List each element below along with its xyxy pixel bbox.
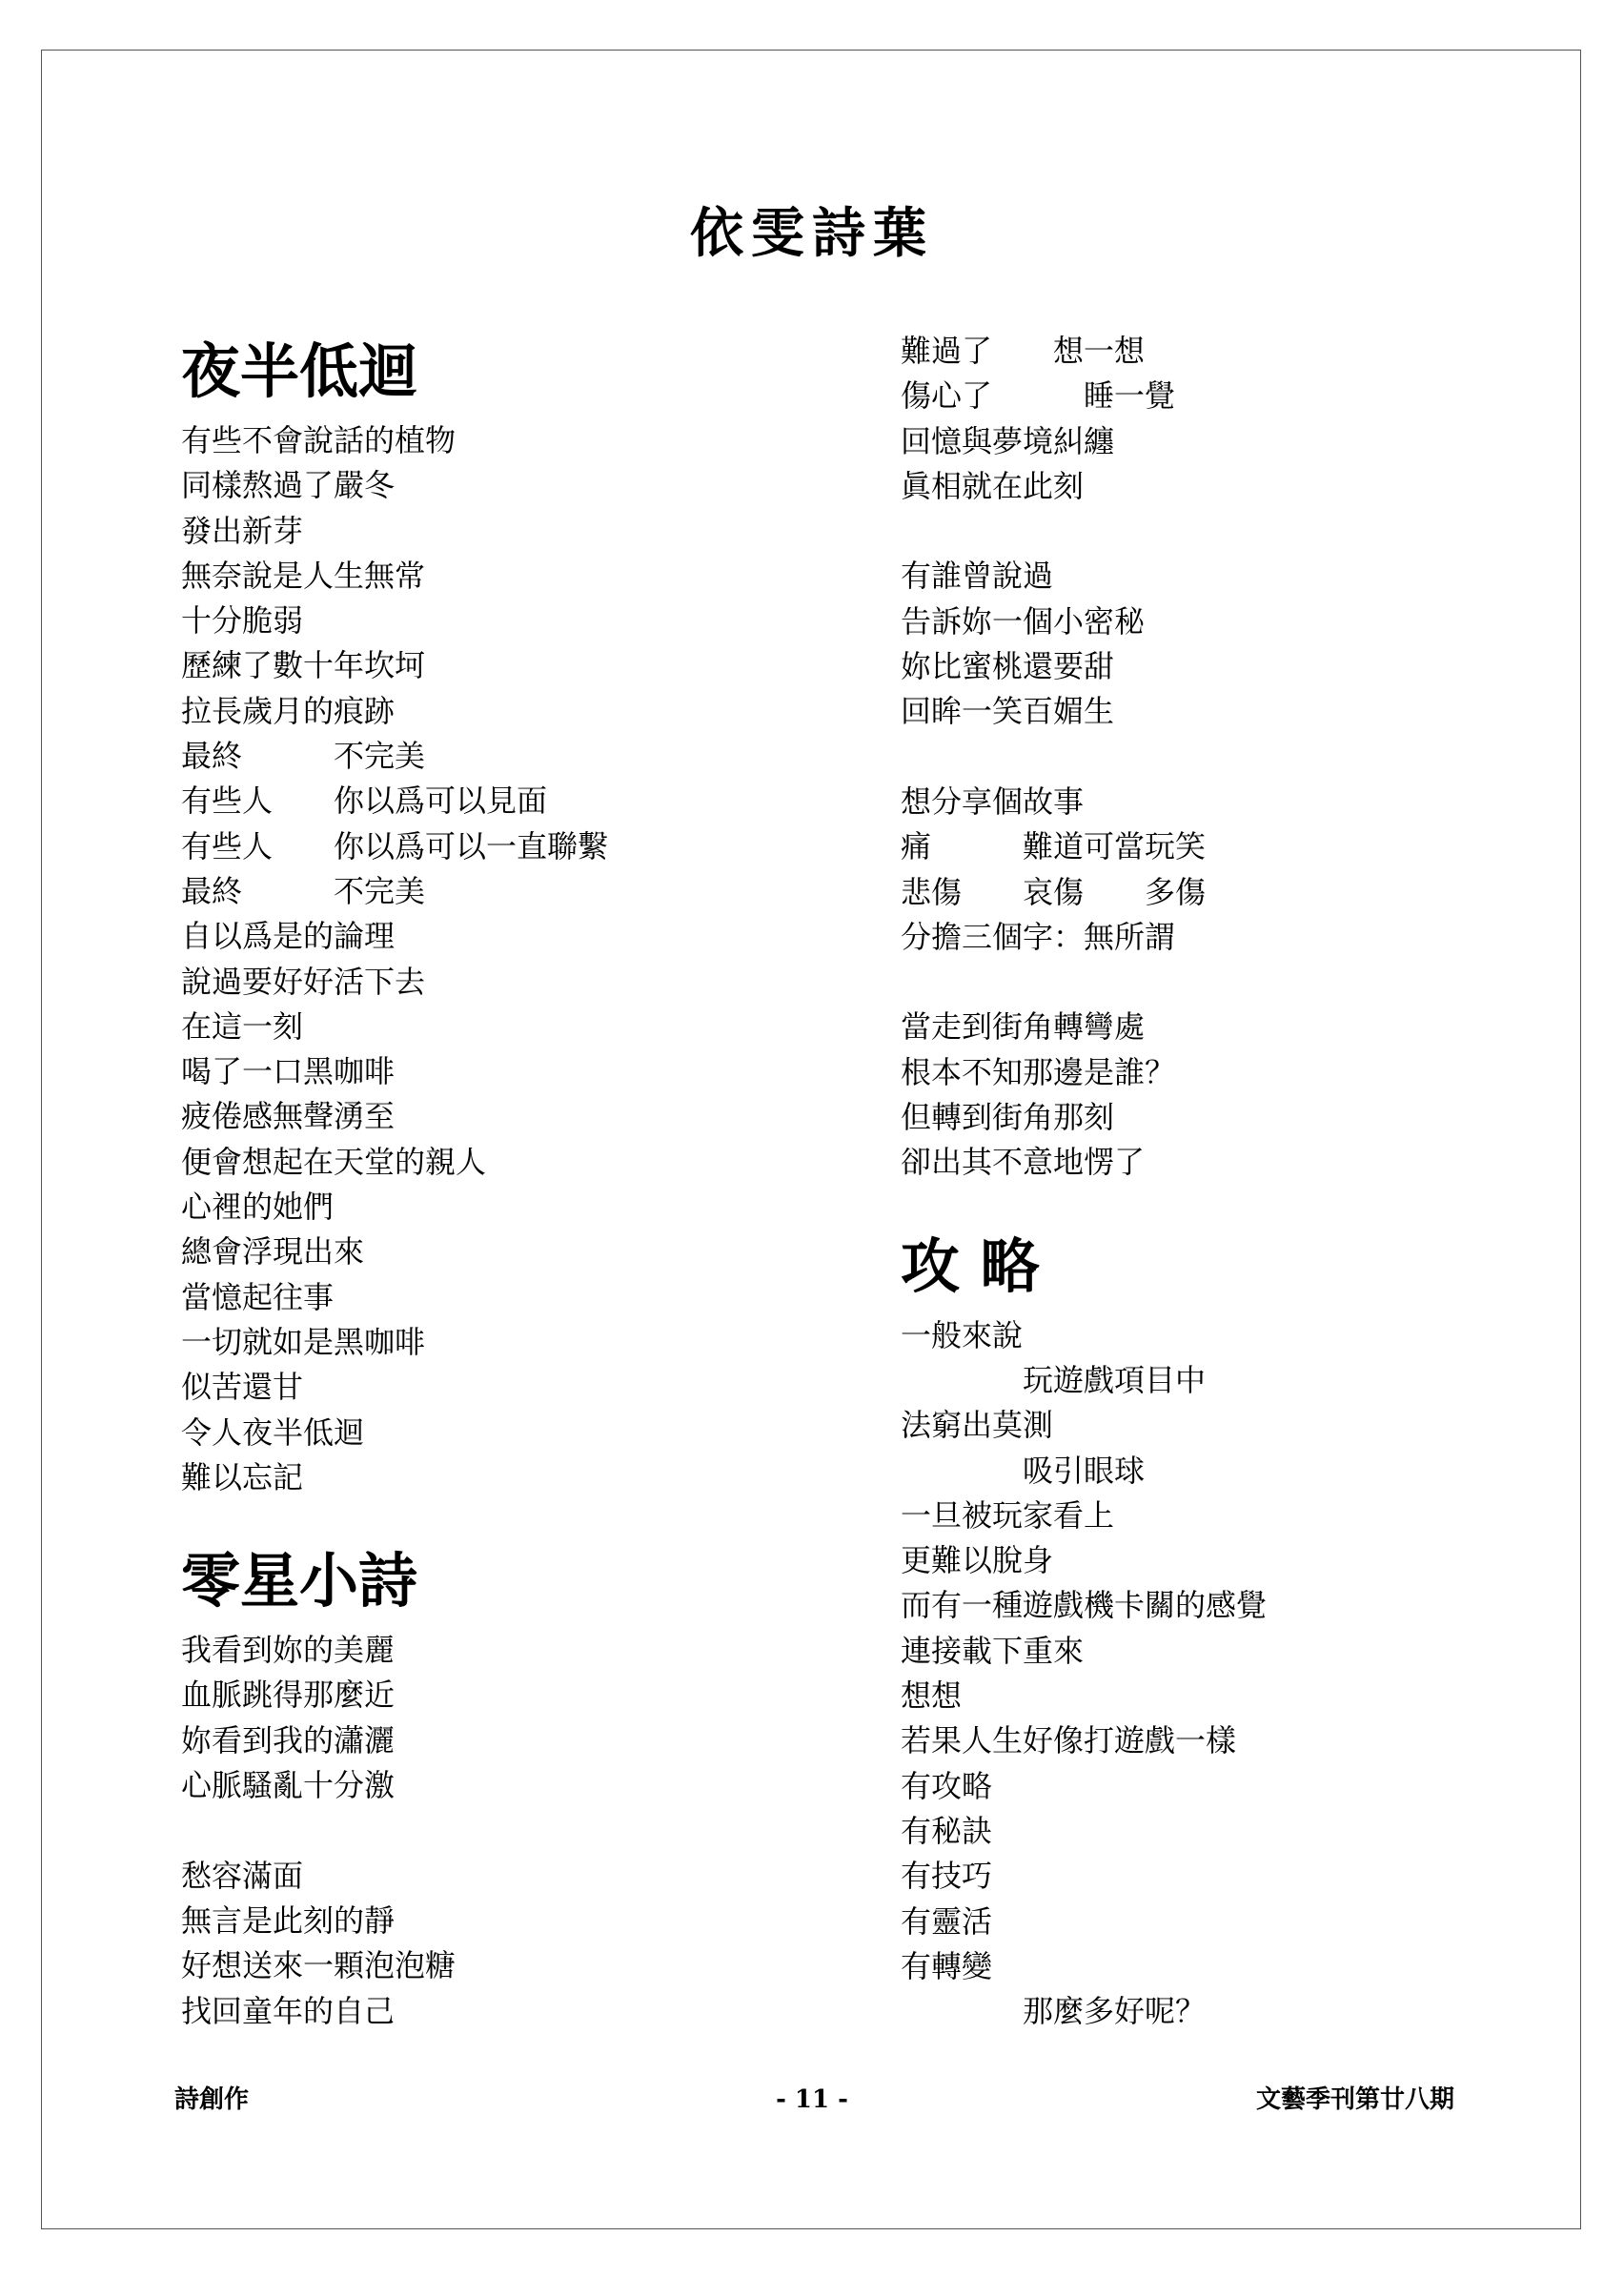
poem-line: 當走到街角轉彎處 xyxy=(901,1008,1146,1046)
left-column xyxy=(181,329,753,2034)
poem-line: 疲倦感無聲湧至 xyxy=(181,1098,396,1135)
poem-line: 最終 不完美 xyxy=(181,738,426,775)
poem-line: 但轉到街角那刻 xyxy=(901,1099,1115,1136)
poem-line: 難以忘記 xyxy=(181,1458,304,1495)
poem-line: 拉長歲月的痕跡 xyxy=(181,692,396,729)
poem-line: 便會想起在天堂的親人 xyxy=(181,1143,487,1180)
poem-line: 連接載下重來 xyxy=(901,1632,1085,1669)
poem-line: 玩遊戲項目中 xyxy=(901,1361,1207,1398)
poem-line: 悲傷 哀傷 多傷 xyxy=(901,873,1207,910)
poem-line: 回憶與夢境糾纏 xyxy=(901,422,1115,459)
poem-line: 喝了一口黑咖啡 xyxy=(181,1053,396,1090)
poem-line: 痛 難道可當玩笑 xyxy=(901,828,1207,865)
poem-line: 有秘訣 xyxy=(901,1812,993,1849)
poem-title-scattered: 零星小詩 xyxy=(181,1546,418,1616)
poem-line: 有攻略 xyxy=(901,1767,993,1804)
poem-line: 卻出其不意地愣了 xyxy=(901,1144,1146,1181)
poem-line: 有誰曾說過 xyxy=(901,558,1054,595)
poem-line: 妳比蜜桃還要甜 xyxy=(901,648,1115,685)
poem-line: 有些不會說話的植物 xyxy=(181,422,457,458)
footer-page-number: - 11 - xyxy=(776,2085,848,2114)
poem-line: 發出新芽 xyxy=(181,512,304,549)
poem-line: 那麼多好呢？ xyxy=(901,1993,1207,2030)
poem-line: 令人夜半低迴 xyxy=(181,1413,365,1451)
poem-line: 說過要好好活下去 xyxy=(181,963,426,1000)
poem-line: 一般來說 xyxy=(901,1316,1024,1353)
poem-line: 法窮出莫測 xyxy=(901,1407,1054,1444)
poem-body-scattered-part2 xyxy=(901,329,1472,1186)
poem-line: 有靈活 xyxy=(901,1902,993,1940)
poem-line: 有些人 你以爲可以一直聯繫 xyxy=(181,827,609,864)
poem-line: 有些人 你以爲可以見面 xyxy=(181,783,548,820)
poem-line: 血脈跳得那麼近 xyxy=(181,1677,396,1714)
poem-line: 當憶起往事 xyxy=(181,1278,335,1315)
right-column xyxy=(901,329,1472,2034)
poem-line: 妳看到我的瀟灑 xyxy=(181,1721,396,1759)
poem-line: 最終 不完美 xyxy=(181,872,426,909)
poem-line: 分擔三個字：無所謂 xyxy=(901,918,1176,955)
poem-line: 想想 xyxy=(901,1677,963,1715)
poem-line: 十分脆弱 xyxy=(181,602,304,640)
poem-line: 無奈說是人生無常 xyxy=(181,557,426,594)
poem-line: 若果人生好像打遊戲一樣 xyxy=(901,1722,1237,1759)
poem-title-night: 夜半低迴 xyxy=(181,336,418,406)
poem-line: 同樣熬過了嚴冬 xyxy=(181,467,396,504)
poem-body-strategy xyxy=(901,1313,1472,2035)
poem-line: 更難以脫身 xyxy=(901,1542,1054,1579)
poem-line: 歷練了數十年坎坷 xyxy=(181,647,426,684)
poem-line: 吸引眼球 xyxy=(901,1452,1146,1489)
poem-line: 愁容滿面 xyxy=(181,1857,304,1894)
footer-section-label: 詩創作 xyxy=(174,2085,250,2114)
poem-line: 一旦被玩家看上 xyxy=(901,1496,1115,1534)
poem-line: 回眸一笑百媚生 xyxy=(901,693,1115,730)
poem-line: 難過了 想一想 xyxy=(901,333,1146,369)
poem-body-scattered-part1 xyxy=(181,1628,753,2034)
page-title: 依雯詩葉 xyxy=(690,202,934,265)
poem-line: 找回童年的自己 xyxy=(181,1992,396,2029)
footer-publication: 文藝季刊第廿八期 xyxy=(1255,2085,1454,2114)
poem-line: 告訴妳一個小密秘 xyxy=(901,602,1146,640)
poem-line: 好想送來一顆泡泡糖 xyxy=(181,1947,457,1984)
poem-body-night xyxy=(181,418,753,1500)
poem-line: 一切就如是黑咖啡 xyxy=(181,1323,426,1360)
poem-line: 有技巧 xyxy=(901,1858,993,1895)
poem-line: 自以爲是的論理 xyxy=(181,918,396,955)
poem-line: 有轉變 xyxy=(901,1947,993,1984)
poem-line: 傷心了 睡一覺 xyxy=(901,377,1176,415)
poem-line: 總會浮現出來 xyxy=(181,1233,365,1271)
poem-line: 心裡的她們 xyxy=(181,1189,335,1226)
poem-line: 我看到妳的美麗 xyxy=(181,1632,396,1669)
poem-line: 想分享個故事 xyxy=(901,783,1085,820)
poem-line: 眞相就在此刻 xyxy=(901,467,1085,504)
poem-line: 心脈騷亂十分激 xyxy=(181,1767,396,1804)
poem-line: 在這一刻 xyxy=(181,1007,304,1045)
poem-title-strategy: 攻 略 xyxy=(901,1230,1040,1301)
poem-line: 而有一種遊戲機卡關的感覺 xyxy=(901,1587,1268,1624)
poem-line: 無言是此刻的靜 xyxy=(181,1901,396,1939)
poem-line: 根本不知那邊是誰？ xyxy=(901,1053,1176,1090)
poem-line: 似苦還甘 xyxy=(181,1369,304,1406)
